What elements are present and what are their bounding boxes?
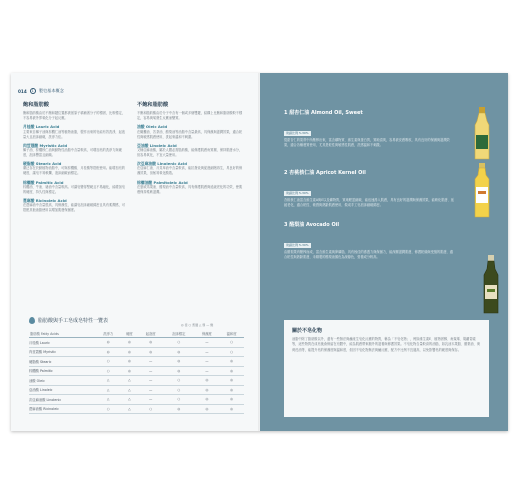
table-row bbox=[29, 338, 244, 348]
unsaturated-column bbox=[137, 103, 245, 195]
avocado-oil-bottle-image bbox=[480, 253, 502, 315]
table-cell: ◎ bbox=[195, 404, 220, 414]
column-header: 硬度 bbox=[120, 329, 138, 338]
table-row bbox=[29, 366, 244, 376]
row-label: 次亞麻油酸 Linolenic bbox=[29, 395, 96, 405]
table-legend: ◎ 佳 ○ 普通 △ 弱 — 無 bbox=[181, 323, 214, 327]
running-header bbox=[18, 88, 64, 94]
table-cell: ○ bbox=[163, 385, 195, 395]
saturated-column bbox=[23, 103, 127, 213]
table-cell: ○ bbox=[219, 338, 244, 348]
table-cell: — bbox=[195, 338, 220, 348]
section-mark: 1 bbox=[31, 89, 34, 93]
row-label: 棕櫚酸 Palmitic bbox=[29, 366, 96, 376]
table-cell: ◎ bbox=[96, 338, 121, 348]
table-row bbox=[29, 404, 244, 414]
row-label: 硬脂酸 Stearic bbox=[29, 357, 96, 367]
table-cell: ◎ bbox=[138, 347, 163, 357]
table-cell: ○ bbox=[163, 338, 195, 348]
unsaturated-intro: 不飽和脂肪酸由於分子中含有一個或多個雙鍵，結構上比飽和脂肪酸較不穩定，容易與氧發生反應而變質。 bbox=[137, 111, 243, 121]
table-cell: ◎ bbox=[163, 404, 195, 414]
row-label: 月桂酸 Lauric bbox=[29, 338, 96, 348]
table-cell: ◎ bbox=[163, 366, 195, 376]
acid-text: 主要來自椰子油與棕櫚仁油等植物油脂，製作出來的皂能有效洗淨，起泡量大且泡沫細緻，洗淨力佳。 bbox=[23, 129, 125, 139]
right-page bbox=[260, 73, 508, 431]
row-label: 亞油酸 Linoleic bbox=[29, 385, 96, 395]
acid-name: 蓖麻酸 Ricinoleic Acid bbox=[23, 197, 67, 203]
table-header-row bbox=[29, 329, 244, 338]
table-row bbox=[29, 347, 244, 357]
table-cell: ◎ bbox=[120, 366, 138, 376]
acid-text: 在橄欖油、苦茶油、酪梨油等油脂中含量最高，具保濕與滋潤效果，適合乾性與敏感肌膚使用，洗起來溫和不刺激。 bbox=[137, 129, 243, 139]
table-cell: — bbox=[138, 385, 163, 395]
table-cell: ◎ bbox=[163, 347, 195, 357]
table-cell: ○ bbox=[96, 357, 121, 367]
column-header: 溫和度 bbox=[219, 329, 244, 338]
oil-description: 杏桃核仁油富含維生素A與E以及礦物質，質地輕盈細緻，能迅速滲入肌膚，具有良好的滋潤與保濕效果，能軟化肌膚、延緩老化，適合乾性、敏感與熟齡肌膚使用，做成手工皂泡沫細緻綿密。 bbox=[284, 198, 454, 208]
table-cell: ◎ bbox=[120, 338, 138, 348]
column-header: 泡沫穩定 bbox=[163, 329, 195, 338]
table-cell: ◎ bbox=[120, 357, 138, 367]
page-number: 014 bbox=[18, 88, 27, 94]
table-cell: — bbox=[138, 376, 163, 386]
table-cell: ○ bbox=[96, 404, 121, 414]
box-title: 關於不皂化物 bbox=[292, 328, 323, 334]
table-cell: ◎ bbox=[219, 366, 244, 376]
table-cell: ◎ bbox=[163, 357, 195, 367]
box-body: 油脂中除了脂肪酸以外，還有一些無法與鹼產生皂化反應的物質，稱為「不皂化物」，例如維生素E、植物固醇、角鯊烯、胡蘿蔔素等，這些物質在成皂後會保留在皂體中，能為肌膚帶來額外的滋養與修護效果。不皂化物含量較高的油脂，如乳油木果脂、酪梨油、荷荷芭油等，能提升皂的保濕度與溫和度，但因不皂化物無法與鹼反應，配方中比例不宜過高，以免影響皂的硬度與保存。 bbox=[292, 337, 481, 352]
fatty-acid-table bbox=[29, 329, 244, 414]
table-cell: △ bbox=[120, 395, 138, 405]
table-cell: ◎ bbox=[219, 385, 244, 395]
acid-text: 在夏威夷果油、酪梨油中含量較高，具有修護肌膚與延緩老化的功效，使肌膚保持柔軟滋潤。 bbox=[137, 184, 243, 194]
table-cell: △ bbox=[120, 385, 138, 395]
table-cell: △ bbox=[96, 376, 121, 386]
oil-entry-apricot bbox=[284, 169, 454, 208]
oil-title: 2 杏桃核仁油 Apricot Kernel Oil bbox=[284, 170, 366, 176]
table-cell: — bbox=[195, 366, 220, 376]
oil-entry-almond bbox=[284, 109, 454, 148]
table-cell: △ bbox=[120, 376, 138, 386]
acid-text: 廣泛存在於動植物油脂中，可與棕櫚酸、月桂酸等搭配使用。能增加皂的硬度，讓皂不易軟爛，泡沫細緻而穩定。 bbox=[23, 166, 125, 176]
table-cell: ◎ bbox=[219, 404, 244, 414]
column-header: 保濕度 bbox=[195, 329, 220, 338]
table-cell: ○ bbox=[163, 395, 195, 405]
table-cell: ○ bbox=[96, 366, 121, 376]
row-label: 肉荳蔻酸 Myristic bbox=[29, 347, 96, 357]
table-cell: ◎ bbox=[219, 395, 244, 405]
table-row bbox=[29, 376, 244, 386]
table-cell: ◎ bbox=[195, 395, 220, 405]
table-row bbox=[29, 385, 244, 395]
ratio-tag: 建議比例 5-30% bbox=[286, 191, 309, 195]
ratio-tag: 建議比例 5-30% bbox=[286, 131, 309, 135]
table-cell: ◎ bbox=[96, 347, 121, 357]
table-cell: ◎ bbox=[195, 376, 220, 386]
table-cell: ◎ bbox=[219, 376, 244, 386]
almond-oil-bottle-image bbox=[470, 105, 494, 161]
table-cell: ◎ bbox=[138, 338, 163, 348]
saturated-intro: 飽和脂肪酸由於不飽和鍵位置都被氫原子填補著分子的穩固，比較穩定，不容易被外界氧化分子起反應。 bbox=[23, 111, 125, 121]
unsaturated-heading: 不飽和脂肪酸 bbox=[137, 102, 169, 108]
acid-text: 椰子油、棕櫚核仁油與動物性油脂中含量較高，可增加皂的洗淨力與硬度，泡沫豐富且細緻。 bbox=[23, 147, 122, 158]
row-label: 蓖麻油酸 Ricinoleic bbox=[29, 404, 96, 414]
book-spread bbox=[11, 73, 508, 431]
apricot-oil-bottle-image bbox=[470, 161, 494, 219]
table-row bbox=[29, 395, 244, 405]
table-title bbox=[29, 317, 108, 324]
oil-entry-avocado bbox=[284, 221, 454, 260]
table-cell: — bbox=[138, 366, 163, 376]
acid-name: 亞油酸 Linoleic Acid bbox=[137, 142, 177, 148]
acid-name: 油酸 Oleic Acid bbox=[137, 124, 168, 130]
table-cell: △ bbox=[96, 385, 121, 395]
section-title: 製皂基本概念 bbox=[38, 88, 64, 93]
acid-name: 棕櫚酸 Palmitic Acid bbox=[23, 179, 64, 185]
table-cell: — bbox=[138, 357, 163, 367]
table-cell: — bbox=[138, 395, 163, 405]
ratio-tag: 建議比例 5-30% bbox=[286, 243, 309, 247]
column-header: 脂肪酸 Fatty Acids bbox=[29, 329, 96, 338]
column-header: 洗淨力 bbox=[96, 329, 121, 338]
droplet-icon bbox=[29, 317, 35, 324]
acid-text: 棕櫚油、牛油、豬油中含量較高。可讓皂變得堅硬且不易融化，能增加皂的硬度，持久性與穩定。 bbox=[23, 184, 125, 194]
table-cell: ◎ bbox=[120, 347, 138, 357]
saturated-heading: 飽和脂肪酸 bbox=[23, 102, 49, 108]
unsaponifiables-box bbox=[284, 320, 489, 417]
table-cell: ◎ bbox=[219, 357, 244, 367]
table-cell: — bbox=[195, 357, 220, 367]
oil-title: 1 甜杏仁油 Almond Oil, Sweet bbox=[284, 110, 363, 116]
oil-title: 3 酪梨油 Avocado Oil bbox=[284, 222, 340, 228]
acid-text: 又稱亞麻油酸，屬於人體必需脂肪酸，能修護肌膚角質層，保持肌膚水分，但容易氧化，不宜大量使用。 bbox=[137, 147, 243, 158]
table-cell: ◎ bbox=[195, 385, 220, 395]
acid-name: 棕櫚油酸 Palmitoleic Acid bbox=[137, 179, 188, 185]
oil-description: 由酪梨果肉壓榨而成，富含維生素與卵磷脂，具有極佳的滲透力與保濕力，能深層滋潤肌膚，修護乾燥與受損的肌膚，適合乾性與熟齡肌膚，未精製的酪梨油顏色為深綠色，營養成分較高。 bbox=[284, 250, 453, 260]
acid-name: 硬脂酸 Stearic Acid bbox=[23, 161, 62, 167]
acid-text: 在蓖麻油中含量很高，具保濕性，能讓皂泡沫細緻綿密且具有柔潤感，可搭配其他油脂使用以增加肌膚保濕度。 bbox=[23, 203, 125, 213]
table-cell: ○ bbox=[219, 347, 244, 357]
acid-name: 月桂酸 Lauric Acid bbox=[23, 124, 60, 130]
left-page bbox=[11, 73, 260, 431]
column-header: 起泡度 bbox=[138, 329, 163, 338]
acid-name: 肉荳蔻酸 Myristic Acid bbox=[23, 142, 68, 148]
oil-description: 從甜杏仁的果實中所壓榨出來，富含礦物質、維生素與蛋白質，質地清爽，容易被皮膚吸收，具有良好的保濕與滋潤效果，適合各種膚質使用，尤其是乾性與敏感性肌膚，洗感溫和不刺激。 bbox=[284, 138, 450, 148]
acid-name: 次亞麻油酸 Linolenic Acid bbox=[137, 161, 188, 167]
table-cell: △ bbox=[120, 404, 138, 414]
table-title-text: 脂肪酸與手工皂成皂特性一覽表 bbox=[38, 318, 109, 324]
row-label: 油酸 Oleic bbox=[29, 376, 96, 386]
acid-text: 在亞麻仁油、月見草油中含量較高，能抗發炎與促進細胞再生，具良好的保濕效果，但極易氧化酸敗。 bbox=[137, 166, 243, 176]
table-cell: ○ bbox=[163, 376, 195, 386]
table-row bbox=[29, 357, 244, 367]
table-cell: △ bbox=[96, 395, 121, 405]
table-cell: ○ bbox=[138, 404, 163, 414]
table-cell: — bbox=[195, 347, 220, 357]
